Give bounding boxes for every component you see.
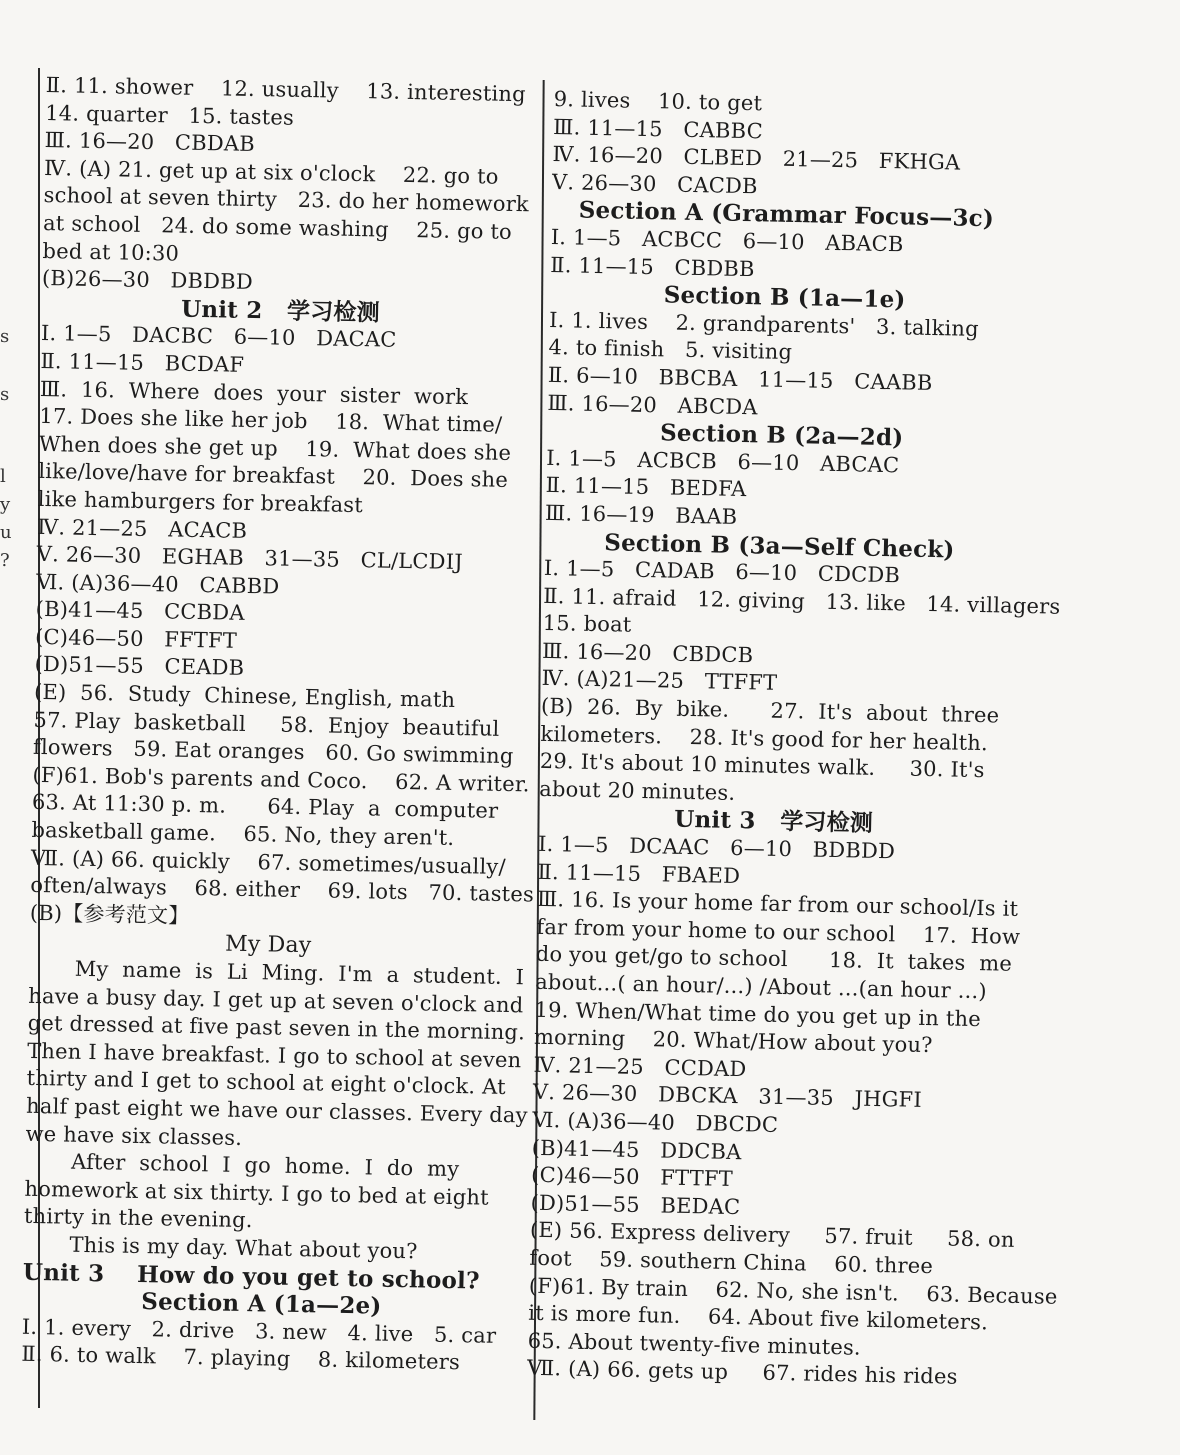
section-heading: Unit 3 How do you get to school? [22, 1258, 480, 1295]
answer-line: (B)【参考范文】 [29, 900, 190, 928]
answer-line: Ⅲ. 16—20 CBDAB [44, 128, 256, 157]
answer-line: like hamburgers for breakfast [37, 486, 364, 518]
answer-line: Ⅲ. 16. Where does your sister work [39, 376, 469, 409]
edge-fragment: l [0, 466, 6, 487]
answer-line: bed at 10:30 [42, 238, 180, 266]
answer-line: Ⅱ. 6. to walk 7. playing 8. kilometers [21, 1342, 461, 1375]
section-heading: Section B (3a—Self Check) [604, 528, 955, 563]
answer-line: (C)46—50 FTTFT [530, 1162, 734, 1192]
answer-line: 9. lives 10. to get [553, 86, 763, 116]
answer-line: Ⅰ. 1—5 DCAAC 6—10 BDBDD [537, 831, 896, 864]
answer-line: Ⅴ. 26—30 CACDB [551, 169, 758, 199]
answer-line: (B)26—30 DBDBD [41, 266, 254, 295]
section-heading: Unit 2 学习检测 [180, 295, 381, 327]
answer-line: (B)41—45 DDCBA [531, 1135, 742, 1164]
answer-line: 65. About twenty-five minutes. [527, 1328, 862, 1360]
answer-line: at school 24. do some washing 25. go to [42, 210, 513, 244]
answer-line: This is my day. What about you? [69, 1232, 418, 1264]
section-heading: Section A (1a—2e) [141, 1288, 382, 1320]
answer-line: Ⅳ. (A)21—25 TTFFT [541, 666, 778, 696]
answer-line: morning 20. What/How about you? [533, 1024, 933, 1058]
answer-key-right-column [526, 86, 1061, 1392]
answer-line: have a busy day. I get up at seven o'clock and [28, 983, 524, 1017]
answer-line: After school I go home. I do my [70, 1149, 460, 1182]
answer-line: kilometers. 28. It's good for her health. [540, 721, 989, 755]
answer-line: Ⅰ. 1—5 ACBCB 6—10 ABCAC [545, 445, 900, 478]
answer-line: Ⅴ. 26—30 EGHAB 31—35 CL/LCDIJ [36, 542, 464, 575]
answer-line: we have six classes. [25, 1121, 243, 1150]
answer-line: basketball game. 65. No, they aren't. [31, 817, 455, 851]
section-heading: Unit 3 学习检测 [673, 806, 874, 838]
answer-line: (B)41—45 CCBDA [35, 597, 245, 626]
answer-line: Ⅰ. 1—5 DACBC 6—10 DACAC [40, 321, 397, 353]
answer-line: 14. quarter 15. tastes [44, 100, 295, 130]
answer-line: 29. It's about 10 minutes walk. 30. It's [539, 749, 985, 783]
answer-line: (D)51—55 CEADB [34, 652, 245, 681]
answer-line: Ⅱ. 11—15 BCDAF [40, 348, 245, 377]
answer-line: flowers 59. Eat oranges 60. Go swimming [32, 735, 514, 769]
answer-line: (D)51—55 BEDAC [530, 1190, 741, 1219]
answer-line: Ⅰ. 1. lives 2. grandparents' 3. talking [548, 307, 980, 341]
answer-line: Ⅱ. 6—10 BBCBA 11—15 CAABB [547, 362, 933, 395]
essay-title: My Day [224, 932, 312, 959]
section-heading: Section B (2a—2d) [659, 419, 904, 452]
answer-line: Ⅴ. 26—30 DBCKA 31—35 JHGFI [532, 1080, 923, 1113]
answer-line: 15. boat [542, 611, 632, 638]
edge-fragment: u [0, 522, 12, 543]
answer-line: Ⅰ. 1. every 2. drive 3. new 4. live 5. car [21, 1314, 497, 1348]
answer-line: Ⅲ. 16—19 BAAB [544, 500, 738, 529]
answer-line: Ⅱ. 11—15 BEDFA [545, 473, 747, 502]
answer-line: (B) 26. By bike. 27. It's about three [540, 693, 1000, 728]
answer-line: Ⅵ. (A)36—40 CABBD [35, 569, 280, 599]
answer-line: Then I have breakfast. I go to school at seven [26, 1038, 522, 1073]
answer-line: Ⅵ. (A)36—40 DBCDC [532, 1107, 779, 1137]
answer-line: Ⅳ. 21—25 CCDAD [533, 1052, 747, 1082]
answer-line: Ⅲ. 16. Is your home far from our school/Is it [536, 887, 1019, 922]
edge-fragment: y [0, 494, 11, 515]
answer-line: about 20 minutes. [539, 776, 736, 805]
answer-line: Ⅱ. 11—15 CBDBB [550, 252, 755, 281]
answer-line: (F)61. Bob's parents and Coco. 62. A writer. [32, 762, 530, 797]
answer-line: school at seven thirty 23. do her homework [43, 183, 530, 217]
answer-line: do you get/go to school 18. It takes me [535, 942, 1013, 977]
edge-fragment: s [0, 326, 10, 347]
answer-line: (E) 56. Express delivery 57. fruit 58. on [529, 1218, 1015, 1253]
answer-line: get dressed at five past seven in the morning. [27, 1011, 526, 1045]
answer-line: Ⅳ. 21—25 ACACB [37, 514, 248, 543]
answer-line: 4. to finish 5. visiting [548, 335, 793, 365]
edge-fragment: ? [0, 550, 10, 571]
answer-line: about...( an hour/...) /About ...(an hour ...) [534, 969, 988, 1004]
answer-line: When does she get up 19. What does she [38, 431, 512, 465]
answer-line: Ⅶ. (A) 66. quickly 67. sometimes/usually/ [30, 845, 506, 879]
answer-line: like/love/have for breakfast 20. Does she [38, 459, 509, 493]
answer-line: thirty in the evening. [23, 1204, 253, 1233]
edge-fragment: s [0, 384, 10, 405]
answer-line: 57. Play basketball 58. Enjoy beautiful [33, 707, 500, 741]
answer-line: Ⅲ. 11—15 CABBC [552, 114, 764, 143]
answer-line: often/always 68. either 69. lots 70. tastes [30, 873, 535, 907]
answer-line: Ⅱ. 11. shower 12. usually 13. interesting [45, 72, 527, 107]
answer-line: 63. At 11:30 p. m. 64. Play a computer [31, 790, 499, 824]
answer-line: it is more fun. 64. About five kilometers. [528, 1300, 989, 1335]
answer-line: (F)61. By train 62. No, she isn't. 63. Because [528, 1273, 1058, 1309]
answer-line: Ⅰ. 1—5 ACBCC 6—10 ABACB [550, 224, 904, 257]
answer-line: homework at six thirty. I go to bed at eight [24, 1176, 489, 1210]
answer-line: 17. Does she like her job 18. What time/ [39, 404, 503, 437]
answer-line: My name is Li Ming. I'm a student. I [74, 956, 525, 990]
answer-line: 19. When/What time do you get up in the [534, 997, 982, 1031]
answer-line: foot 59. southern China 60. three [529, 1245, 934, 1279]
answer-line: far from your home to our school 17. How [536, 914, 1021, 949]
answer-line: Ⅲ. 16—20 ABCDA [547, 390, 758, 419]
answer-line: Ⅰ. 1—5 CADAB 6—10 CDCDB [543, 555, 901, 588]
answer-line: Ⅶ. (A) 66. gets up 67. rides his rides [526, 1356, 958, 1390]
answer-line: half past eight we have our classes. Every day [25, 1093, 528, 1128]
answer-line: Ⅱ. 11—15 FBAED [537, 859, 741, 888]
answer-line: Ⅲ. 16—20 CBDCB [541, 638, 754, 668]
section-heading: Section B (1a—1e) [663, 281, 906, 314]
answer-line: (C)46—50 FFTFT [34, 624, 238, 653]
answer-line: Ⅳ. 16—20 CLBED 21—25 FKHGA [552, 142, 961, 175]
answer-line: (E) 56. Study Chinese, English, math [33, 679, 456, 713]
answer-line: Ⅳ. (A) 21. get up at six o'clock 22. go to [43, 155, 499, 189]
answer-line: thirty and I get to school at eight o'clock. At [26, 1066, 507, 1100]
answer-line: Ⅱ. 11. afraid 12. giving 13. like 14. villagers [543, 583, 1061, 619]
answer-key-left-column [21, 72, 535, 1378]
section-heading: Section A (Grammar Focus—3c) [578, 196, 995, 233]
